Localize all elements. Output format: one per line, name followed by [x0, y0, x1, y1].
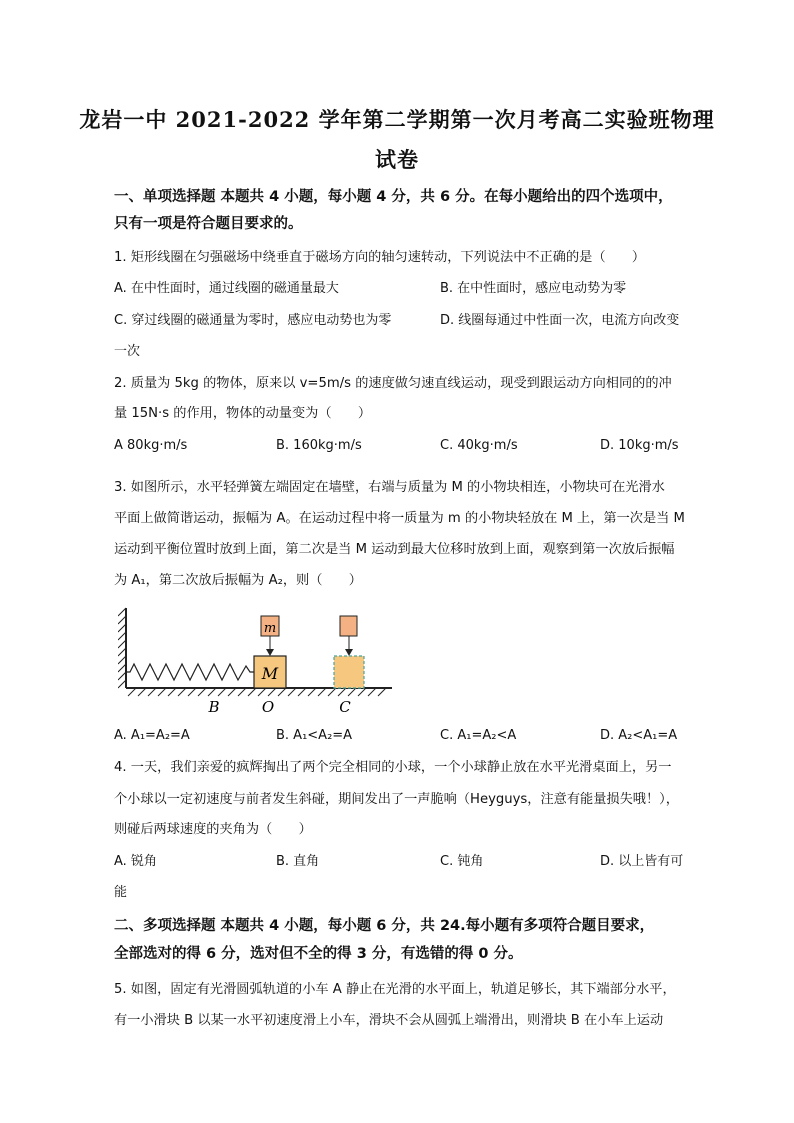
q4-option-a: A. 锐角 — [114, 854, 157, 869]
q1-option-b: B. 在中性面时，感应电动势为零 — [440, 281, 627, 296]
q4-stem-line1: 4. 一天，我们亲爱的疯辉掏出了两个完全相同的小球，一个小球静止放在水平光滑桌面上，另一 — [114, 760, 672, 775]
q4-option-c: C. 钝角 — [440, 854, 484, 869]
q3-option-c: C. A₁=A₂<A — [440, 728, 517, 743]
q4-option-d: D. 以上皆有可 — [600, 854, 684, 869]
exam-title-line1: 龙岩一中 2021-2022 学年第二学期第一次月考高二实验班物理 — [79, 107, 715, 132]
q2-option-d: D. 10kg·m/s — [600, 438, 679, 453]
arrow-head-1 — [266, 649, 274, 656]
q3-stem-line3: 运动到平衡位置时放到上面，第二次是当 M 运动到最大位移时放到上面，观察到第一次放后振幅 — [114, 542, 675, 557]
q1-option-d: D. 线圈每通过中性面一次，电流方向改变 — [440, 313, 680, 328]
q1-option-d-cont: 一次 — [114, 344, 141, 359]
label-o: O — [261, 698, 275, 716]
q2-option-b: B. 160kg·m/s — [276, 438, 362, 453]
spring — [126, 664, 254, 680]
q3-option-a: A. A₁=A₂=A — [114, 728, 190, 743]
q4-option-d-cont: 能 — [114, 885, 128, 900]
q3-option-b: B. A₁<A₂=A — [276, 728, 353, 743]
spring-block-figure — [118, 606, 408, 718]
label-b: B — [208, 698, 220, 716]
q2-option-a: A 80kg·m/s — [114, 438, 188, 453]
block-dashed-position-c — [334, 656, 364, 688]
section1-heading-cont: 只有一项是符合题目要求的。 — [114, 216, 303, 232]
q3-stem-line4: 为 A₁，第二次放后振幅为 A₂，则（ ） — [114, 573, 362, 588]
q1-option-a: A. 在中性面时，通过线圈的磁通量最大 — [114, 281, 339, 296]
exam-title-line2: 试卷 — [375, 147, 419, 172]
wall-hatching — [118, 608, 126, 688]
q3-stem-line2: 平面上做简谐运动，振幅为 A。在运动过程中将一质量为 m 的小物块轻放在 M 上，第一次是当 M — [114, 511, 685, 526]
q5-stem-line1: 5. 如图，固定有光滑圆弧轨道的小车 A 静止在光滑的水平面上，轨道足够长，其下端部分水平， — [114, 982, 676, 997]
q2-stem-line2: 量 15N·s 的作用，物体的动量变为（ ） — [114, 406, 372, 421]
q1-option-c: C. 穿过线圈的磁通量为零时，感应电动势也为零 — [114, 313, 392, 328]
block-big-m-label: M — [261, 664, 279, 683]
q3-stem-line1: 3. 如图所示，水平轻弹簧左端固定在墙壁，右端与质量为 M 的小物块相连，小物块可在光滑水 — [114, 480, 665, 495]
block-small-m-2 — [340, 616, 357, 636]
section2-heading: 二、多项选择题 本题共 4 小题，每小题 6 分，共 24.每小题有多项符合题目要求， — [114, 918, 655, 934]
q2-stem-line1: 2. 质量为 5kg 的物体，原来以 v=5m/s 的速度做匀速直线运动，现受到跟运动方向相同的的冲 — [114, 376, 672, 391]
q4-stem-line2: 个小球以一定初速度与前者发生斜碰，期间发出了一声脆响（Heyguys，注意有能量损失哦！）， — [114, 792, 679, 807]
q3-option-d: D. A₂<A₁=A — [600, 728, 678, 743]
q1-stem: 1. 矩形线圈在匀强磁场中绕垂直于磁场方向的轴匀速转动，下列说法中不正确的是（ ） — [114, 250, 646, 265]
q4-stem-line3: 则碰后两球速度的夹角为（ ） — [114, 822, 312, 837]
arrow-head-2 — [345, 649, 353, 656]
section2-heading-cont: 全部选对的得 6 分，选对但不全的得 3 分，有选错的得 0 分。 — [114, 946, 523, 962]
block-small-m-label: m — [263, 621, 277, 636]
label-c: C — [339, 698, 351, 716]
q2-option-c: C. 40kg·m/s — [440, 438, 518, 453]
q4-option-b: B. 直角 — [276, 854, 320, 869]
floor-hatching — [128, 688, 386, 696]
q5-stem-line2: 有一小滑块 B 以某一水平初速度滑上小车，滑块不会从圆弧上端滑出，则滑块 B 在小车上运动 — [114, 1013, 664, 1028]
section1-heading: 一、单项选择题 本题共 4 小题，每小题 4 分，共 6 分。在每小题给出的四个选项中， — [114, 189, 673, 205]
